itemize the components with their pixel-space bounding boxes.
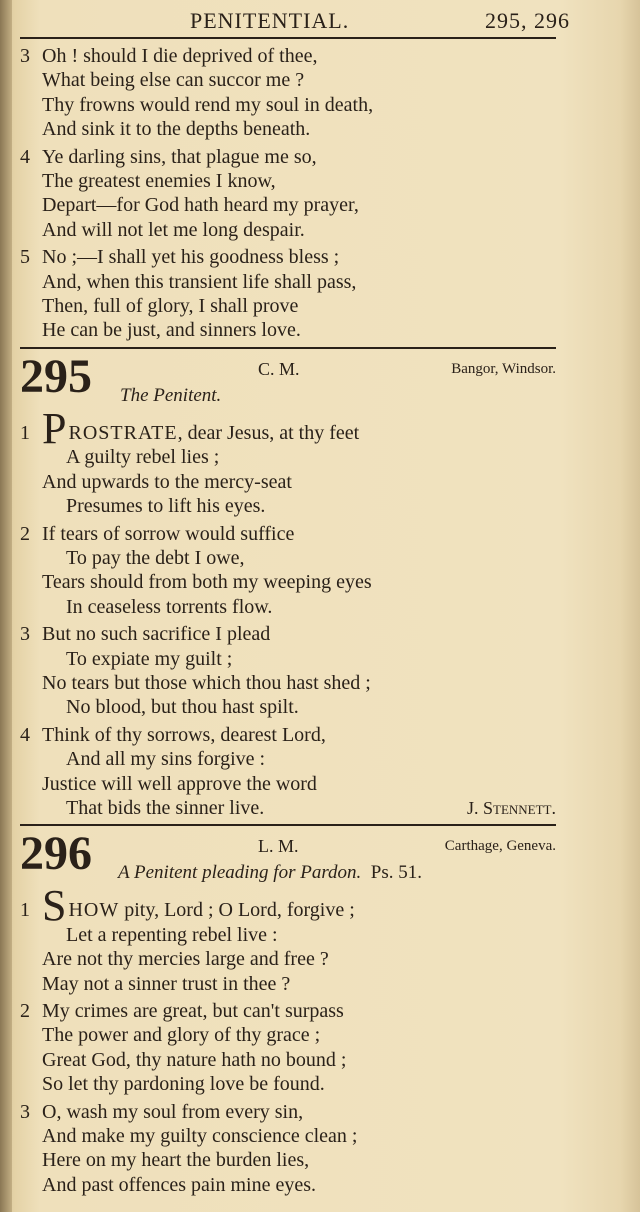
hymn-line	[20, 747, 556, 771]
hymn-line	[20, 772, 556, 796]
hymn-line	[20, 1148, 556, 1172]
hymn-line	[20, 403, 556, 453]
hymn-meter: C. M.	[258, 358, 300, 379]
hymn-line	[20, 494, 556, 518]
hymn-line	[20, 695, 556, 719]
running-head-rule	[20, 37, 556, 39]
line-text: Think of thy sorrows, dearest Lord,	[42, 723, 326, 746]
running-head-page-numbers: 295, 296	[485, 8, 570, 33]
line-text: No ;—I shall yet his goodness bless ;	[42, 246, 340, 269]
hymn-number: 296	[20, 827, 92, 881]
hymn-line	[20, 1072, 556, 1096]
line-text: Ye darling sins, that plague me so,	[42, 145, 317, 168]
hymn-line	[20, 1100, 556, 1124]
stanza-number: 3	[20, 623, 30, 646]
hymn-line	[20, 145, 556, 169]
hymn-divider-rule	[20, 347, 556, 349]
hymn-line	[20, 723, 556, 747]
line-text: Justice will well approve the word	[42, 772, 317, 795]
hymn-line	[20, 93, 556, 117]
stanza	[20, 245, 556, 343]
hymn-line	[20, 947, 556, 971]
hymn-line	[20, 595, 556, 619]
line-text: , dear Jesus, at thy feet	[177, 421, 360, 444]
hymn-number: 295	[20, 349, 92, 403]
hymn-line	[20, 923, 556, 947]
line-text: And upwards to the mercy-seat	[42, 470, 292, 493]
stanza	[20, 403, 556, 519]
hymn-line	[20, 318, 556, 342]
previous-hymn-continuation	[20, 44, 556, 343]
first-word: HOW	[68, 899, 120, 922]
stanza	[20, 881, 556, 996]
line-text: So let thy pardoning love be found.	[42, 1073, 325, 1096]
stanza-number: 3	[20, 45, 30, 67]
line-text: And make my guilty conscience clean ;	[42, 1125, 358, 1148]
hymn-line	[20, 294, 556, 318]
stanza-number: 5	[20, 246, 30, 269]
hymn-line	[20, 647, 556, 671]
hymn-line	[20, 218, 556, 242]
hymn-line	[20, 44, 556, 68]
hymn-line	[20, 522, 556, 546]
line-text: No blood, but thou hast spilt.	[66, 696, 299, 719]
line-text: He can be just, and sinners love.	[42, 319, 301, 342]
hymn-line	[20, 1124, 556, 1148]
line-text: If tears of sorrow would suffice	[42, 522, 295, 545]
hymn-divider-rule	[20, 824, 556, 826]
stanza	[20, 522, 556, 620]
hymn-line	[20, 169, 556, 193]
hymn-title: The Penitent.	[120, 384, 222, 406]
drop-cap: S	[42, 881, 67, 931]
line-text: A guilty rebel lies ;	[66, 446, 220, 469]
stanza-number: 1	[20, 421, 30, 444]
line-text: The greatest enemies I know,	[42, 170, 276, 193]
line-text: No tears but those which thou hast shed ;	[42, 671, 371, 694]
hymn-296	[20, 827, 556, 1197]
first-word: ROSTRATE	[68, 421, 178, 444]
hymn-title-line	[118, 862, 422, 884]
line-text: Let a repenting rebel live :	[66, 923, 278, 946]
line-text: Oh ! should I die deprived of thee,	[42, 45, 318, 67]
hymn-line	[20, 881, 556, 931]
scripture-reference: Ps. 51.	[370, 862, 422, 884]
stanza	[20, 44, 556, 142]
hymn-line	[20, 546, 556, 570]
hymn-line	[20, 1023, 556, 1047]
stanza-number: 4	[20, 145, 30, 168]
hymn-line	[20, 445, 556, 469]
hymn-line	[20, 999, 556, 1023]
line-text: Tears should from both my weeping eyes	[42, 571, 372, 594]
line-text: Here on my heart the burden lies,	[42, 1149, 310, 1172]
hymn-line	[20, 193, 556, 217]
stanza	[20, 1100, 556, 1198]
line-text: Presumes to lift his eyes.	[66, 495, 266, 518]
line-text: Then, full of glory, I shall prove	[42, 295, 299, 318]
line-text: What being else can succor me ?	[42, 69, 305, 92]
line-text: And all my sins forgive :	[66, 748, 266, 771]
hymn-line	[20, 117, 556, 141]
line-text: Great God, thy nature hath no bound ;	[42, 1048, 347, 1071]
line-text: The power and glory of thy grace ;	[42, 1024, 321, 1047]
hymn-line	[20, 68, 556, 92]
line-text: May not a sinner trust in thee ?	[42, 972, 291, 995]
line-text: My crimes are great, but can't surpass	[42, 1000, 344, 1022]
hymn-line	[20, 470, 556, 494]
stanza-number: 3	[20, 1100, 30, 1123]
hymn-line	[20, 972, 556, 996]
stanza	[20, 145, 556, 243]
drop-cap: P	[42, 403, 67, 453]
hymn-line	[20, 245, 556, 269]
line-text: And will not let me long despair.	[42, 218, 305, 241]
stanza	[20, 622, 556, 720]
line-text: That bids the sinner live.	[66, 796, 265, 819]
hymn-tunes: Carthage, Geneva.	[444, 838, 556, 855]
hymn-header	[20, 827, 556, 890]
line-text: Thy frowns would rend my soul in death,	[42, 93, 374, 116]
hymn-tunes: Bangor, Windsor.	[451, 360, 556, 377]
stanza-number: 4	[20, 723, 30, 746]
line-text: But no such sacrifice I plead	[42, 623, 271, 646]
line-text: O, wash my soul from every sin,	[42, 1100, 304, 1123]
stanza-number: 2	[20, 522, 30, 545]
line-text: And sink it to the depths beneath.	[42, 118, 311, 141]
hymn-meter: L. M.	[258, 836, 299, 857]
line-text: In ceaseless torrents flow.	[66, 595, 273, 618]
hymn-line	[20, 796, 556, 820]
stanza-number: 2	[20, 1000, 30, 1022]
hymn-line	[20, 1048, 556, 1072]
line-text: And, when this transient life shall pass,	[42, 270, 357, 293]
running-head-section: PENITENTIAL.	[190, 8, 350, 33]
line-text: To pay the debt I owe,	[66, 546, 245, 569]
hymn-author: J. Stennett.	[467, 797, 556, 818]
stanza	[20, 723, 556, 821]
running-head	[190, 0, 570, 34]
page-binding-shadow	[0, 0, 12, 1212]
page-content	[20, 44, 556, 1200]
hymn-295	[20, 349, 556, 821]
hymn-line	[20, 622, 556, 646]
line-text: pity, Lord ; O Lord, forgive ;	[119, 899, 355, 922]
hymn-header	[20, 349, 556, 413]
line-text: Are not thy mercies large and free ?	[42, 948, 329, 971]
line-text: And past offences pain mine eyes.	[42, 1173, 316, 1196]
hymn-title: A Penitent pleading for Pardon.	[118, 862, 362, 884]
stanza-number: 1	[20, 899, 30, 922]
line-text: Depart—for God hath heard my prayer,	[42, 194, 359, 217]
hymn-line	[20, 1173, 556, 1197]
hymn-line	[20, 671, 556, 695]
stanza	[20, 999, 556, 1097]
hymn-line	[20, 570, 556, 594]
line-text: To expiate my guilt ;	[66, 647, 233, 670]
hymn-line	[20, 270, 556, 294]
